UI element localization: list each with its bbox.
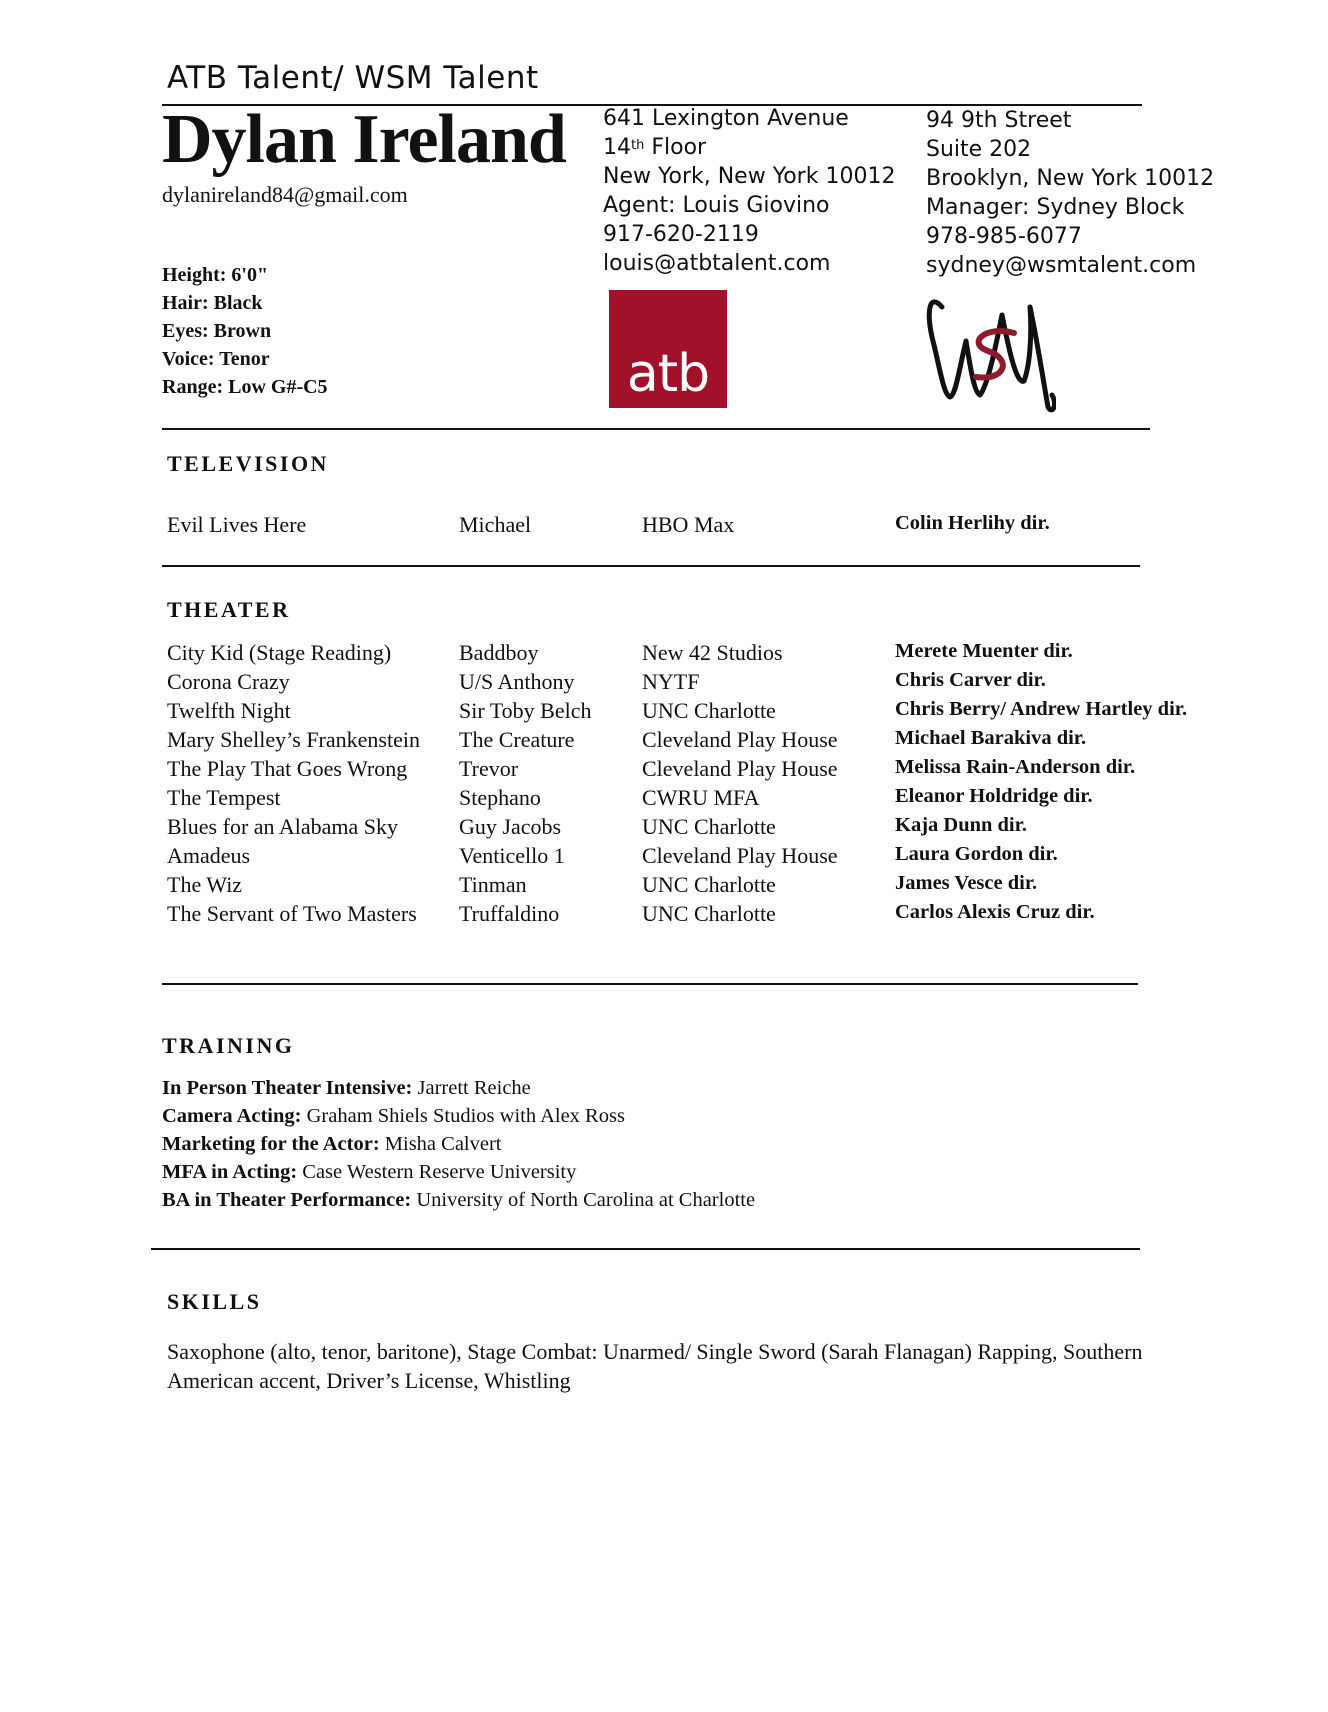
- training-item: BA in Theater Performance: University of North Carolina at Charlotte: [162, 1189, 756, 1211]
- atb-phone: 917-620-2119: [603, 222, 759, 247]
- credit-row: [0, 843, 1328, 873]
- credit-director: Melissa Rain-Anderson dir.: [895, 756, 1136, 778]
- credit-director: Colin Herlihy dir.: [895, 512, 1050, 534]
- credit-title: The Wiz: [167, 872, 243, 897]
- credit-title: The Servant of Two Masters: [167, 901, 417, 926]
- credit-role: Sir Toby Belch: [459, 698, 592, 723]
- credit-title: Evil Lives Here: [167, 512, 307, 537]
- wsm-suite: Suite 202: [926, 137, 1032, 162]
- stat-range: Range: Low G#-C5: [162, 376, 328, 398]
- credit-director: Merete Muenter dir.: [895, 640, 1073, 662]
- credit-role: Trevor: [459, 756, 519, 781]
- credit-role: Venticello 1: [459, 843, 565, 868]
- training-item: MFA in Acting: Case Western Reserve University: [162, 1161, 577, 1183]
- credit-role: The Creature: [459, 727, 575, 752]
- credit-row: [0, 785, 1328, 815]
- training-list: [162, 1074, 755, 1214]
- stat-height: Height: 6'0": [162, 264, 269, 286]
- skills-text: Saxophone (alto, tenor, baritone), Stage Combat: Unarmed/ Single Sword (Sarah Flanagan) Rapping, Southern American accent, Driver’s License, Whistling: [167, 1339, 1143, 1393]
- credit-row: [0, 901, 1328, 931]
- credit-role: Stephano: [459, 785, 541, 810]
- wsm-manager: Manager: Sydney Block: [926, 195, 1185, 220]
- credit-director: Chris Berry/ Andrew Hartley dir.: [895, 698, 1188, 720]
- theater-heading: THEATER: [167, 597, 291, 622]
- training-item: Camera Acting: Graham Shiels Studios with Alex Ross: [162, 1105, 625, 1127]
- wsm-logo: [926, 285, 1056, 415]
- credit-venue: UNC Charlotte: [642, 901, 776, 926]
- credit-title: Mary Shelley’s Frankenstein: [167, 727, 420, 752]
- credit-venue: HBO Max: [642, 512, 735, 537]
- credit-director: Carlos Alexis Cruz dir.: [895, 901, 1095, 923]
- credit-venue: UNC Charlotte: [642, 814, 776, 839]
- training-item: Marketing for the Actor: Misha Calvert: [162, 1133, 502, 1155]
- credit-role: Tinman: [459, 872, 527, 897]
- credit-venue: UNC Charlotte: [642, 698, 776, 723]
- credit-venue: Cleveland Play House: [642, 756, 838, 781]
- divider-2: [162, 565, 1140, 567]
- credit-row: [0, 756, 1328, 786]
- wsm-contact-block: [926, 106, 1214, 280]
- credit-row: [0, 698, 1328, 728]
- credit-director: Eleanor Holdridge dir.: [895, 785, 1093, 807]
- actor-name: Dylan Ireland: [162, 101, 566, 178]
- credit-venue: NYTF: [642, 669, 700, 694]
- credit-title: The Tempest: [167, 785, 281, 810]
- credit-row: [0, 669, 1328, 699]
- physical-stats: [162, 261, 328, 401]
- credit-director: Kaja Dunn dir.: [895, 814, 1027, 836]
- credit-row: [0, 814, 1328, 844]
- credit-director: James Vesce dir.: [895, 872, 1038, 894]
- wsm-email: sydney@wsmtalent.com: [926, 253, 1197, 278]
- credit-role: Michael: [459, 512, 532, 537]
- actor-email: dylanireland84@gmail.com: [162, 182, 408, 207]
- credit-venue: CWRU MFA: [642, 785, 760, 810]
- wsm-city: Brooklyn, New York 10012: [926, 166, 1215, 191]
- credit-title: Blues for an Alabama Sky: [167, 814, 398, 839]
- atb-logo: atb: [609, 290, 727, 408]
- atb-email: louis@atbtalent.com: [603, 251, 831, 276]
- training-item: In Person Theater Intensive: Jarrett Reiche: [162, 1077, 531, 1099]
- credit-venue: Cleveland Play House: [642, 727, 838, 752]
- atb-contact-block: [603, 104, 895, 278]
- stat-eyes: Eyes: Brown: [162, 320, 272, 342]
- stat-hair: Hair: Black: [162, 292, 263, 314]
- credit-role: Truffaldino: [459, 901, 560, 926]
- credit-venue: UNC Charlotte: [642, 872, 776, 897]
- atb-floor: 14th Floor: [603, 135, 707, 160]
- agency-header: ATB Talent/ WSM Talent: [167, 60, 539, 96]
- credit-venue: New 42 Studios: [642, 640, 783, 665]
- wsm-address: 94 9th Street: [926, 108, 1072, 133]
- credit-role: Guy Jacobs: [459, 814, 562, 839]
- credit-title: The Play That Goes Wrong: [167, 756, 408, 781]
- credit-title: Amadeus: [167, 843, 251, 868]
- credit-row: [0, 640, 1328, 670]
- atb-city: New York, New York 10012: [603, 164, 896, 189]
- training-heading: TRAINING: [162, 1033, 295, 1058]
- divider-3: [162, 983, 1138, 985]
- wsm-phone: 978-985-6077: [926, 224, 1082, 249]
- credit-director: Michael Barakiva dir.: [895, 727, 1087, 749]
- credit-row: [0, 512, 1328, 542]
- credit-venue: Cleveland Play House: [642, 843, 838, 868]
- divider-4: [151, 1248, 1140, 1250]
- atb-address: 641 Lexington Avenue: [603, 106, 849, 131]
- credit-director: Laura Gordon dir.: [895, 843, 1058, 865]
- television-heading: TELEVISION: [167, 451, 329, 476]
- credit-title: Twelfth Night: [167, 698, 291, 723]
- credit-title: Corona Crazy: [167, 669, 290, 694]
- credit-title: City Kid (Stage Reading): [167, 640, 392, 665]
- credit-role: Baddboy: [459, 640, 539, 665]
- credit-director: Chris Carver dir.: [895, 669, 1046, 691]
- skills-heading: SKILLS: [167, 1289, 262, 1314]
- atb-agent: Agent: Louis Giovino: [603, 193, 830, 218]
- credit-row: [0, 727, 1328, 757]
- divider-1: [162, 428, 1150, 430]
- stat-voice: Voice: Tenor: [162, 348, 270, 370]
- credit-role: U/S Anthony: [459, 669, 575, 694]
- credit-row: [0, 872, 1328, 902]
